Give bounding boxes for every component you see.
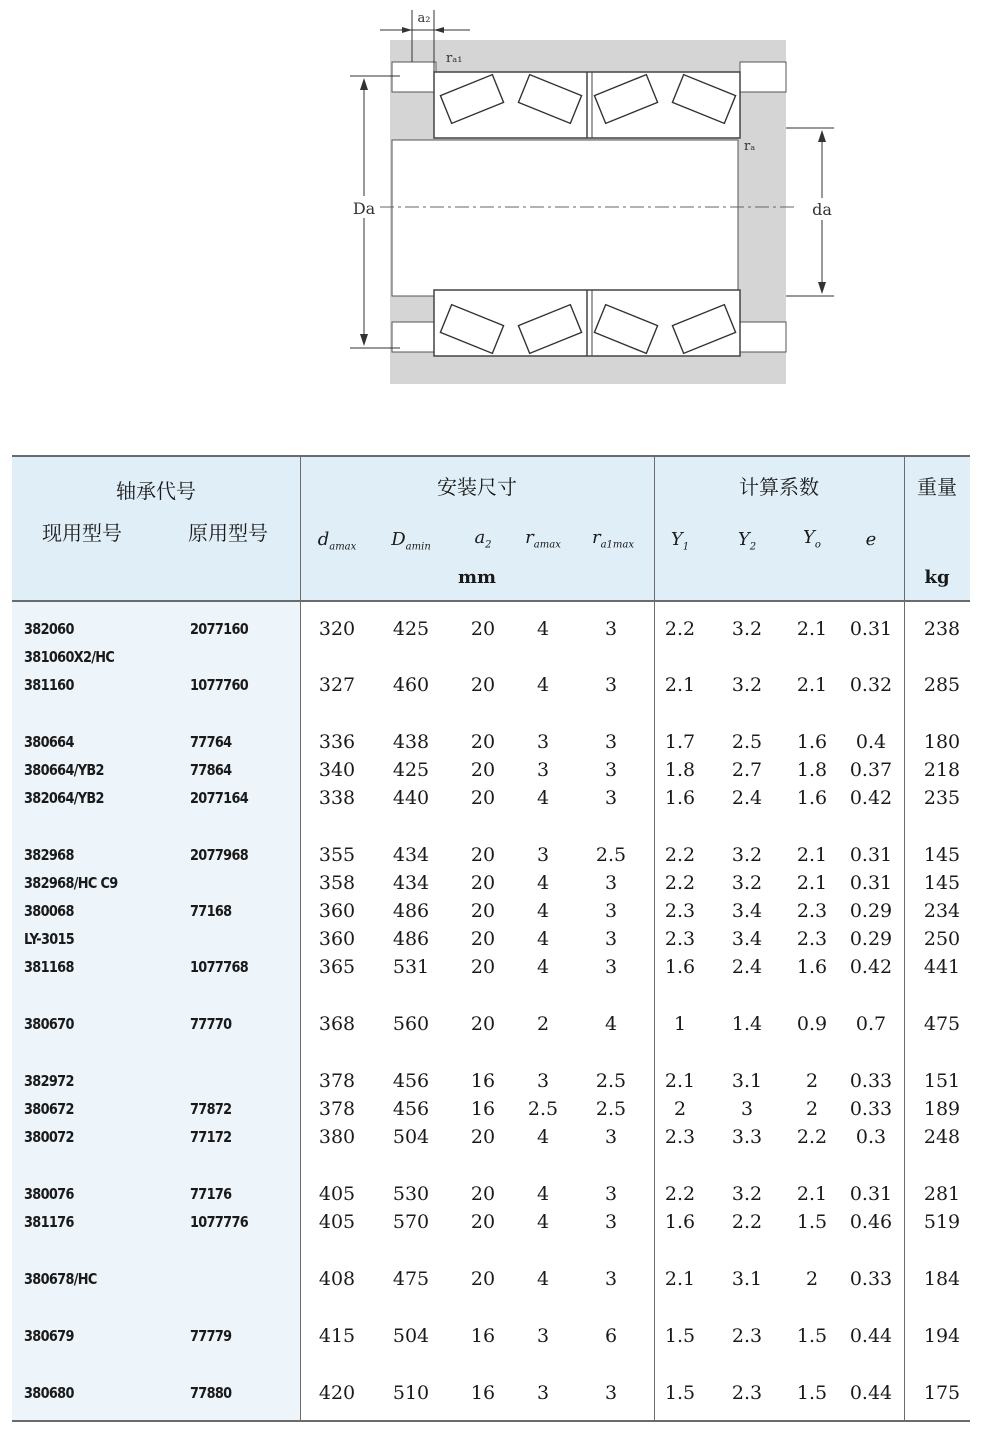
table-row — [12, 1379, 970, 1407]
cell-ra: 2.5 — [527, 1098, 559, 1120]
table-row — [12, 1322, 970, 1350]
cell-D: 434 — [392, 844, 430, 866]
cell-original-model: 77872 — [190, 1100, 232, 1118]
cell-kg: 281 — [923, 1183, 961, 1205]
cell-ra1: 3 — [604, 618, 618, 640]
cell-ra1: 3 — [604, 674, 618, 696]
cell-y1: 1.5 — [664, 1382, 696, 1404]
header-ra1-max: $r_{a1max}$ — [591, 527, 635, 551]
cell-d: 405 — [318, 1183, 356, 1205]
cell-d: 420 — [318, 1382, 356, 1404]
cell-y0: 1.8 — [796, 759, 828, 781]
table-row — [12, 841, 970, 869]
cell-d: 355 — [318, 844, 356, 866]
cell-original-model: 2077968 — [190, 846, 249, 864]
cell-a2: 16 — [470, 1325, 496, 1347]
cell-y0: 1.5 — [796, 1382, 828, 1404]
bearing-spec-table — [12, 455, 970, 1422]
cell-kg: 285 — [923, 674, 961, 696]
cell-y2: 3.1 — [731, 1070, 763, 1092]
table-row — [12, 615, 970, 643]
cell-e: 0.29 — [849, 900, 893, 922]
cell-d: 360 — [318, 900, 356, 922]
cell-a2: 20 — [470, 1126, 496, 1148]
cell-D: 486 — [392, 900, 430, 922]
cell-y0: 1.6 — [796, 956, 828, 978]
cell-a2: 20 — [470, 844, 496, 866]
cell-D: 475 — [392, 1268, 430, 1290]
cell-y1: 2.3 — [664, 900, 696, 922]
cell-y1: 1 — [673, 1013, 687, 1035]
cell-y1: 1.6 — [664, 1211, 696, 1233]
cell-a2: 20 — [470, 1013, 496, 1035]
cell-e: 0.33 — [849, 1070, 893, 1092]
da-label: da — [812, 200, 832, 219]
cell-y0: 2.3 — [796, 928, 828, 950]
cell-y2: 3.2 — [731, 618, 763, 640]
cell-y1: 1.8 — [664, 759, 696, 781]
cell-y2: 3.4 — [731, 928, 763, 950]
cell-kg: 475 — [923, 1013, 961, 1035]
cell-y0: 2 — [805, 1070, 819, 1092]
cell-D: 504 — [392, 1325, 430, 1347]
cell-y1: 2.3 — [664, 1126, 696, 1148]
cell-ra1: 3 — [604, 956, 618, 978]
cell-d: 338 — [318, 787, 356, 809]
header-Y2: $Y_2$ — [737, 529, 757, 553]
cell-current-model: 382060 — [24, 620, 74, 638]
cell-ra1: 3 — [604, 928, 618, 950]
cell-original-model: 1077768 — [190, 958, 249, 976]
cell-y1: 1.5 — [664, 1325, 696, 1347]
cell-ra: 4 — [536, 1211, 550, 1233]
Da-label: Da — [352, 199, 376, 218]
cell-e: 0.3 — [855, 1126, 887, 1148]
cell-y1: 2.2 — [664, 872, 696, 894]
cell-y1: 1.6 — [664, 787, 696, 809]
cell-y1: 1.7 — [664, 731, 696, 753]
cell-e: 0.32 — [849, 674, 893, 696]
table-row — [12, 671, 970, 699]
cell-y1: 2.3 — [664, 928, 696, 950]
cell-ra1: 6 — [604, 1325, 618, 1347]
cell-D: 456 — [392, 1098, 430, 1120]
shaft-bore — [392, 140, 738, 296]
cell-a2: 20 — [470, 928, 496, 950]
cell-d: 380 — [318, 1126, 356, 1148]
table-row — [12, 1067, 970, 1095]
cell-original-model: 77864 — [190, 761, 232, 779]
cell-y2: 3 — [740, 1098, 754, 1120]
cell-kg: 238 — [923, 618, 961, 640]
bearing-top-row — [434, 72, 740, 138]
cell-kg: 175 — [923, 1382, 961, 1404]
header-Y0: $Y_o$ — [803, 527, 821, 551]
cell-a2: 20 — [470, 956, 496, 978]
cell-original-model: 2077160 — [190, 620, 249, 638]
cell-D: 531 — [392, 956, 430, 978]
cell-original-model: 77172 — [190, 1128, 232, 1146]
ra1-label: rₐ₁ — [446, 51, 463, 66]
header-Y1: $Y_1$ — [670, 529, 690, 553]
cell-y1: 2.1 — [664, 674, 696, 696]
cell-kg: 180 — [923, 731, 961, 753]
cell-original-model: 77779 — [190, 1327, 232, 1345]
cell-D: 460 — [392, 674, 430, 696]
cell-d: 320 — [318, 618, 356, 640]
cell-a2: 20 — [470, 787, 496, 809]
cell-d: 360 — [318, 928, 356, 950]
table-row — [12, 953, 970, 981]
cell-y0: 1.6 — [796, 787, 828, 809]
cell-y2: 3.4 — [731, 900, 763, 922]
cell-D: 456 — [392, 1070, 430, 1092]
cell-current-model: 380670 — [24, 1015, 74, 1033]
cell-d: 336 — [318, 731, 356, 753]
cell-y2: 2.3 — [731, 1382, 763, 1404]
cell-ra: 4 — [536, 956, 550, 978]
cell-e: 0.42 — [849, 787, 893, 809]
cell-current-model: 380680 — [24, 1384, 74, 1402]
header-weight: 重量 — [917, 475, 957, 499]
cell-ra: 3 — [536, 731, 550, 753]
cell-a2: 20 — [470, 759, 496, 781]
cell-ra: 3 — [536, 759, 550, 781]
cell-ra: 4 — [536, 928, 550, 950]
cell-ra1: 3 — [604, 900, 618, 922]
cell-ra: 3 — [536, 844, 550, 866]
cell-ra: 4 — [536, 1183, 550, 1205]
table-row — [12, 643, 970, 671]
cell-current-model: 380664/YB2 — [24, 761, 104, 779]
cell-original-model: 77176 — [190, 1185, 232, 1203]
cell-y2: 2.7 — [731, 759, 763, 781]
table-row — [12, 756, 970, 784]
cell-e: 0.33 — [849, 1268, 893, 1290]
header-ra-max: $r_{amax}$ — [525, 527, 561, 551]
cell-y2: 2.4 — [731, 956, 763, 978]
cell-current-model: 380068 — [24, 902, 74, 920]
cell-y2: 2.3 — [731, 1325, 763, 1347]
cell-ra1: 3 — [604, 1211, 618, 1233]
cell-current-model: 380072 — [24, 1128, 74, 1146]
cell-e: 0.31 — [849, 618, 893, 640]
cell-D: 425 — [392, 618, 430, 640]
bearing-mounting-drawing — [340, 0, 850, 400]
cell-ra1: 3 — [604, 1126, 618, 1148]
cell-e: 0.29 — [849, 928, 893, 950]
table-row — [12, 869, 970, 897]
cell-y0: 1.5 — [796, 1325, 828, 1347]
cell-d: 340 — [318, 759, 356, 781]
cell-ra1: 3 — [604, 787, 618, 809]
cell-original-model: 2077164 — [190, 789, 249, 807]
cell-e: 0.46 — [849, 1211, 893, 1233]
table-bottom-rule — [12, 1420, 970, 1422]
cell-y1: 2.2 — [664, 844, 696, 866]
cell-current-model: 380664 — [24, 733, 74, 751]
cell-y1: 2 — [673, 1098, 687, 1120]
cell-D: 486 — [392, 928, 430, 950]
cell-D: 510 — [392, 1382, 430, 1404]
cell-kg: 235 — [923, 787, 961, 809]
cell-original-model: 77880 — [190, 1384, 232, 1402]
cell-e: 0.7 — [855, 1013, 887, 1035]
cell-original-model: 77168 — [190, 902, 232, 920]
cell-ra1: 3 — [604, 759, 618, 781]
cell-y2: 3.1 — [731, 1268, 763, 1290]
table-row — [12, 1265, 970, 1293]
cell-y1: 2.2 — [664, 1183, 696, 1205]
cell-ra: 3 — [536, 1325, 550, 1347]
table-row — [12, 925, 970, 953]
cell-kg: 184 — [923, 1268, 961, 1290]
header-da-max: $d_{amax}$ — [317, 529, 357, 553]
cell-ra: 4 — [536, 900, 550, 922]
cell-y0: 1.6 — [796, 731, 828, 753]
cell-y2: 2.2 — [731, 1211, 763, 1233]
table-top-rule — [12, 455, 970, 457]
cell-y2: 2.5 — [731, 731, 763, 753]
table-row — [12, 1123, 970, 1151]
header-current-model: 现用型号 — [42, 521, 122, 545]
cell-current-model: 380672 — [24, 1100, 74, 1118]
cell-y2: 3.2 — [731, 674, 763, 696]
cell-y0: 2.1 — [796, 674, 828, 696]
header-bottom-rule — [12, 600, 970, 602]
cell-current-model: 380679 — [24, 1327, 74, 1345]
cell-kg: 151 — [923, 1070, 961, 1092]
table-row — [12, 1095, 970, 1123]
cell-y0: 2.1 — [796, 844, 828, 866]
cell-current-model: 382972 — [24, 1072, 74, 1090]
cell-a2: 16 — [470, 1382, 496, 1404]
cell-e: 0.31 — [849, 844, 893, 866]
cell-d: 365 — [318, 956, 356, 978]
cell-a2: 20 — [470, 872, 496, 894]
cell-y0: 0.9 — [796, 1013, 828, 1035]
cell-e: 0.33 — [849, 1098, 893, 1120]
cell-e: 0.4 — [855, 731, 887, 753]
cell-d: 378 — [318, 1098, 356, 1120]
table-row — [12, 728, 970, 756]
cell-ra: 4 — [536, 787, 550, 809]
cell-d: 368 — [318, 1013, 356, 1035]
cell-e: 0.37 — [849, 759, 893, 781]
cell-y0: 2 — [805, 1268, 819, 1290]
cell-y2: 3.2 — [731, 844, 763, 866]
cell-kg: 519 — [923, 1211, 961, 1233]
cell-D: 530 — [392, 1183, 430, 1205]
cell-a2: 20 — [470, 731, 496, 753]
cell-y2: 3.2 — [731, 872, 763, 894]
table-row — [12, 1180, 970, 1208]
cell-ra1: 4 — [604, 1013, 618, 1035]
cell-y1: 2.2 — [664, 618, 696, 640]
header-e: e — [865, 529, 877, 550]
cell-d: 408 — [318, 1268, 356, 1290]
cell-a2: 20 — [470, 1183, 496, 1205]
housing-shoulder-top-right — [740, 62, 786, 92]
cell-kg: 145 — [923, 872, 961, 894]
header-install-dims: 安装尺寸 — [437, 475, 517, 499]
cell-current-model: 380678/HC — [24, 1270, 97, 1288]
cell-D: 438 — [392, 731, 430, 753]
header-bearing-code: 轴承代号 — [116, 479, 196, 503]
cell-ra1: 3 — [604, 872, 618, 894]
cell-current-model: 382968 — [24, 846, 74, 864]
cell-kg: 250 — [923, 928, 961, 950]
cell-y0: 2.1 — [796, 618, 828, 640]
cell-kg: 234 — [923, 900, 961, 922]
header-a2: $a_2$ — [474, 527, 492, 551]
cell-a2: 16 — [470, 1098, 496, 1120]
cell-d: 405 — [318, 1211, 356, 1233]
cell-current-model: 382968/HC C9 — [24, 874, 118, 892]
cell-D: 560 — [392, 1013, 430, 1035]
cell-a2: 20 — [470, 1211, 496, 1233]
cell-y1: 2.1 — [664, 1268, 696, 1290]
cell-original-model: 77770 — [190, 1015, 232, 1033]
cell-ra: 4 — [536, 618, 550, 640]
cell-d: 378 — [318, 1070, 356, 1092]
a2-label: a₂ — [417, 11, 431, 26]
cell-y0: 2.3 — [796, 900, 828, 922]
cell-original-model: 1077776 — [190, 1213, 249, 1231]
cell-current-model: LY-3015 — [24, 930, 75, 948]
unit-mm: mm — [457, 567, 497, 588]
cell-current-model: 381060X2/HC — [24, 648, 115, 666]
cell-ra: 2 — [536, 1013, 550, 1035]
cell-ra: 3 — [536, 1070, 550, 1092]
cell-ra1: 3 — [604, 1268, 618, 1290]
cell-a2: 20 — [470, 900, 496, 922]
cell-original-model: 1077760 — [190, 676, 249, 694]
unit-kg: kg — [924, 567, 950, 588]
cell-y0: 2.1 — [796, 872, 828, 894]
cell-ra: 3 — [536, 1382, 550, 1404]
cell-D: 425 — [392, 759, 430, 781]
cell-kg: 218 — [923, 759, 961, 781]
cell-y0: 2.2 — [796, 1126, 828, 1148]
cell-current-model: 381176 — [24, 1213, 74, 1231]
housing-shoulder-bottom-right — [740, 322, 786, 352]
cell-D: 434 — [392, 872, 430, 894]
cell-kg: 194 — [923, 1325, 961, 1347]
cell-e: 0.44 — [849, 1382, 893, 1404]
cell-ra1: 2.5 — [595, 1098, 627, 1120]
cell-d: 358 — [318, 872, 356, 894]
cell-ra1: 2.5 — [595, 844, 627, 866]
cell-a2: 20 — [470, 1268, 496, 1290]
cell-y0: 1.5 — [796, 1211, 828, 1233]
cell-e: 0.31 — [849, 1183, 893, 1205]
cell-a2: 16 — [470, 1070, 496, 1092]
header-original-model: 原用型号 — [188, 521, 268, 545]
header-calc-factors: 计算系数 — [739, 475, 819, 499]
housing-shoulder-top — [392, 62, 436, 92]
cell-ra1: 2.5 — [595, 1070, 627, 1092]
cell-y2: 2.4 — [731, 787, 763, 809]
cell-ra1: 3 — [604, 1382, 618, 1404]
cell-ra1: 3 — [604, 731, 618, 753]
cell-e: 0.44 — [849, 1325, 893, 1347]
cell-ra1: 3 — [604, 1183, 618, 1205]
header-Da-min: $D_{amin}$ — [391, 529, 431, 553]
cell-y0: 2 — [805, 1098, 819, 1120]
table-row — [12, 897, 970, 925]
cell-d: 415 — [318, 1325, 356, 1347]
table-row — [12, 784, 970, 812]
cell-y2: 1.4 — [731, 1013, 763, 1035]
cell-D: 440 — [392, 787, 430, 809]
cell-ra: 4 — [536, 1268, 550, 1290]
cell-current-model: 381160 — [24, 676, 74, 694]
cell-ra: 4 — [536, 1126, 550, 1148]
cell-kg: 189 — [923, 1098, 961, 1120]
cell-y1: 1.6 — [664, 956, 696, 978]
cell-D: 570 — [392, 1211, 430, 1233]
cell-current-model: 382064/YB2 — [24, 789, 104, 807]
table-row — [12, 1208, 970, 1236]
cell-y2: 3.3 — [731, 1126, 763, 1148]
cell-d: 327 — [318, 674, 356, 696]
cell-a2: 20 — [470, 618, 496, 640]
cell-ra: 4 — [536, 872, 550, 894]
cell-e: 0.31 — [849, 872, 893, 894]
cell-ra: 4 — [536, 674, 550, 696]
cell-a2: 20 — [470, 674, 496, 696]
cell-y1: 2.1 — [664, 1070, 696, 1092]
cell-kg: 248 — [923, 1126, 961, 1148]
cell-y0: 2.1 — [796, 1183, 828, 1205]
cell-kg: 441 — [923, 956, 961, 978]
bearing-bottom-row — [434, 290, 740, 356]
ra-label: rₐ — [744, 139, 756, 154]
table-row — [12, 1010, 970, 1038]
cell-D: 504 — [392, 1126, 430, 1148]
cell-current-model: 381168 — [24, 958, 74, 976]
cell-e: 0.42 — [849, 956, 893, 978]
cell-kg: 145 — [923, 844, 961, 866]
cell-y2: 3.2 — [731, 1183, 763, 1205]
cell-original-model: 77764 — [190, 733, 232, 751]
cell-current-model: 380076 — [24, 1185, 74, 1203]
